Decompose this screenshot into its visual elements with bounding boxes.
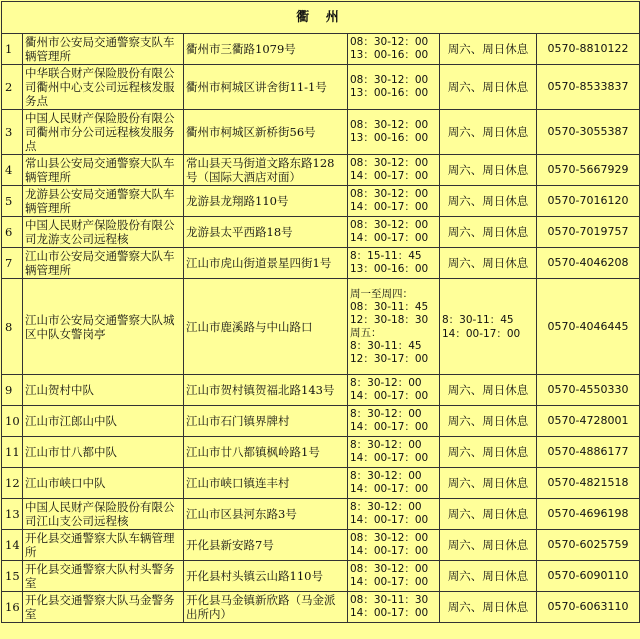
office-hours xyxy=(348,437,440,468)
rest-days: 周六、周日休息 xyxy=(440,468,537,499)
hours-line: 08：30-12：00 xyxy=(350,563,429,575)
office-name: 江山市峡口中队 xyxy=(23,468,184,499)
hours-line: 14：00-17：00 xyxy=(350,514,429,526)
table-row xyxy=(2,499,640,530)
rest-days: 周六、周日休息 xyxy=(440,375,537,406)
office-address: 衢州市柯城区新桥街56号 xyxy=(184,110,348,155)
hours-line: 14：00-17：00 xyxy=(350,545,429,557)
hours-line: 08：30-12：00 xyxy=(350,532,429,544)
office-name: 开化县交通警察大队马金警务室 xyxy=(23,592,184,623)
row-number: 16 xyxy=(2,592,23,623)
office-hours xyxy=(348,248,440,279)
hours-line: 08：30-12：00 xyxy=(350,119,429,131)
office-address: 衢州市三衢路1079号 xyxy=(184,34,348,65)
row-number: 4 xyxy=(2,155,23,186)
table-row xyxy=(2,279,640,375)
row-number: 12 xyxy=(2,468,23,499)
hours-line: 12：30-18：30 xyxy=(350,313,429,326)
table-row xyxy=(2,110,640,155)
rest-days: 周六、周日休息 xyxy=(440,110,537,155)
row-number: 15 xyxy=(2,561,23,592)
phone-number: 0570-4886177 xyxy=(537,437,640,468)
hours-line: 08：30-12：00 xyxy=(350,188,429,200)
hours-line: 8：30-12：00 xyxy=(350,408,422,420)
phone-number: 0570-3055387 xyxy=(537,110,640,155)
office-address: 龙游县太平西路18号 xyxy=(184,217,348,248)
rest-days: 周六、周日休息 xyxy=(440,530,537,561)
office-hours xyxy=(348,34,440,65)
office-name: 开化县交通警察大队车辆管理所 xyxy=(23,530,184,561)
rest-days: 周六、周日休息 xyxy=(440,34,537,65)
table-row xyxy=(2,406,640,437)
hours-line: 14：00-17：00 xyxy=(350,452,429,464)
phone-number: 0570-4728001 xyxy=(537,406,640,437)
office-name: 中国人民财产保险股份有限公司江山支公司远程核 xyxy=(23,499,184,530)
hours-line: 8：30-11：45 xyxy=(350,339,422,352)
office-address: 开化县新安路7号 xyxy=(184,530,348,561)
hours-line: 8：30-12：00 xyxy=(350,439,422,451)
hours-line: 13：00-16：00 xyxy=(350,49,429,61)
office-address: 常山县天马街道文路东路128号（国际大酒店对面） xyxy=(184,155,348,186)
hours-line: 08：30-12：00 xyxy=(350,157,429,169)
office-hours xyxy=(348,561,440,592)
office-hours xyxy=(348,217,440,248)
office-address: 衢州市柯城区讲舍街11-1号 xyxy=(184,65,348,110)
hours-line: 8：30-12：00 xyxy=(350,377,422,389)
phone-number: 0570-6090110 xyxy=(537,561,640,592)
office-hours xyxy=(348,65,440,110)
phone-number: 0570-7019757 xyxy=(537,217,640,248)
table-row xyxy=(2,248,640,279)
row-number: 6 xyxy=(2,217,23,248)
office-address: 开化县村头镇云山路110号 xyxy=(184,561,348,592)
table-title: 衢 州 xyxy=(2,2,640,34)
hours-line: 12：30-17：00 xyxy=(350,352,429,365)
table-row xyxy=(2,468,640,499)
rest-days: 周六、周日休息 xyxy=(440,592,537,623)
table-row xyxy=(2,375,640,406)
office-table xyxy=(1,1,640,623)
hours-line: 13：00-16：00 xyxy=(350,263,429,275)
phone-number: 0570-6025759 xyxy=(537,530,640,561)
office-name: 中华联合财产保险股份有限公司衢州中心支公司远程核发服务点 xyxy=(23,65,184,110)
office-address: 江山市区县河东路3号 xyxy=(184,499,348,530)
hours-line: 14：00-17：00 xyxy=(350,607,429,619)
hours-line: 08：30-11：45 xyxy=(350,300,429,313)
hours-line: 14：00-17：00 xyxy=(350,483,429,495)
row-number: 1 xyxy=(2,34,23,65)
hours-line: 13：00-16：00 xyxy=(350,132,429,144)
office-hours xyxy=(348,592,440,623)
table-row xyxy=(2,34,640,65)
office-hours xyxy=(348,468,440,499)
office-name: 江山市公安局交通警察大队车辆管理所 xyxy=(23,248,184,279)
office-name: 开化县交通警察大队村头警务室 xyxy=(23,561,184,592)
hours-line: 14：00-17：00 xyxy=(350,170,429,182)
table-row xyxy=(2,592,640,623)
hours-line: 08：30-12：00 xyxy=(350,219,429,231)
office-address: 江山市贺村镇贺福北路143号 xyxy=(184,375,348,406)
hours-line: 14：00-17：00 xyxy=(350,232,429,244)
hours-line: 8：30-12：00 xyxy=(350,470,422,482)
phone-number: 0570-8533837 xyxy=(537,65,640,110)
title-row xyxy=(2,2,640,34)
row-number: 3 xyxy=(2,110,23,155)
table-row xyxy=(2,217,640,248)
phone-number: 0570-8810122 xyxy=(537,34,640,65)
rest-days: 周六、周日休息 xyxy=(440,561,537,592)
office-hours xyxy=(348,186,440,217)
phone-number: 0570-4550330 xyxy=(537,375,640,406)
office-hours xyxy=(348,110,440,155)
hours-line: 13：00-16：00 xyxy=(350,87,429,99)
hours-line: 14：00-17：00 xyxy=(350,576,429,588)
office-hours xyxy=(348,406,440,437)
office-name: 常山县公安局交通警察大队车辆管理所 xyxy=(23,155,184,186)
office-address: 龙游县龙翔路110号 xyxy=(184,186,348,217)
hours-line: 8：30-12：00 xyxy=(350,501,422,513)
office-address: 江山市虎山街道景星四街1号 xyxy=(184,248,348,279)
hours-line: 14：00-17：00 xyxy=(350,421,429,433)
office-name: 中国人民财产保险股份有限公司衢州市分公司远程核发服务点 xyxy=(23,110,184,155)
hours-line: 周五： xyxy=(350,326,382,339)
table-row xyxy=(2,65,640,110)
office-address: 江山市廿八都镇枫岭路1号 xyxy=(184,437,348,468)
office-name: 江山市廿八都中队 xyxy=(23,437,184,468)
hours-line: 周一至周四： xyxy=(350,287,413,300)
rest-days: 周六、周日休息 xyxy=(440,406,537,437)
table-row xyxy=(2,155,640,186)
office-address: 江山市石门镇界牌村 xyxy=(184,406,348,437)
office-hours xyxy=(348,499,440,530)
row-number: 8 xyxy=(2,279,23,375)
hours-line: 08：30-12：00 xyxy=(350,36,429,48)
table-row xyxy=(2,186,640,217)
row-number: 14 xyxy=(2,530,23,561)
office-hours xyxy=(348,530,440,561)
hours-line: 14：00-17：00 xyxy=(350,390,429,402)
row-number: 9 xyxy=(2,375,23,406)
office-name: 中国人民财产保险股份有限公司龙游支公司远程核 xyxy=(23,217,184,248)
rest-days: 周六、周日休息 xyxy=(440,186,537,217)
row-number: 5 xyxy=(2,186,23,217)
row-number: 2 xyxy=(2,65,23,110)
rest-days: 周六、周日休息 xyxy=(440,248,537,279)
phone-number: 0570-5667929 xyxy=(537,155,640,186)
rest-days: 周六、周日休息 xyxy=(440,499,537,530)
office-name: 江山市公安局交通警察大队城区中队女警岗亭 xyxy=(23,279,184,375)
office-name: 衢州市公安局交通警察支队车辆管理所 xyxy=(23,34,184,65)
office-hours xyxy=(348,155,440,186)
rest-days: 周六、周日休息 xyxy=(440,155,537,186)
hours-line: 08：30-11：30 xyxy=(350,594,429,606)
table-row xyxy=(2,437,640,468)
office-name: 龙游县公安局交通警察大队车辆管理所 xyxy=(23,186,184,217)
hours-line: 08：30-12：00 xyxy=(350,74,429,86)
row-number: 10 xyxy=(2,406,23,437)
office-address: 开化县马金镇新欣路（马金派出所内） xyxy=(184,592,348,623)
phone-number: 0570-4046208 xyxy=(537,248,640,279)
hours-line: 8：15-11：45 xyxy=(350,250,422,262)
office-address: 江山市鹿溪路与中山路口 xyxy=(184,279,348,375)
phone-number: 0570-7016120 xyxy=(537,186,640,217)
rest-days: 周六、周日休息 xyxy=(440,437,537,468)
rest-days: 8：30-11：45 14：00-17：00 xyxy=(440,279,537,375)
office-address: 江山市峡口镇连丰村 xyxy=(184,468,348,499)
office-hours xyxy=(348,375,440,406)
rest-days: 周六、周日休息 xyxy=(440,217,537,248)
table-row xyxy=(2,530,640,561)
office-name: 江山市江郎山中队 xyxy=(23,406,184,437)
row-number: 7 xyxy=(2,248,23,279)
hours-line: 14：00-17：00 xyxy=(350,201,429,213)
phone-number: 0570-4696198 xyxy=(537,499,640,530)
office-hours xyxy=(348,279,440,375)
phone-number: 0570-6063110 xyxy=(537,592,640,623)
row-number: 13 xyxy=(2,499,23,530)
office-name: 江山贺村中队 xyxy=(23,375,184,406)
rest-days: 周六、周日休息 xyxy=(440,65,537,110)
table-row xyxy=(2,561,640,592)
row-number: 11 xyxy=(2,437,23,468)
phone-number: 0570-4046445 xyxy=(537,279,640,375)
phone-number: 0570-4821518 xyxy=(537,468,640,499)
